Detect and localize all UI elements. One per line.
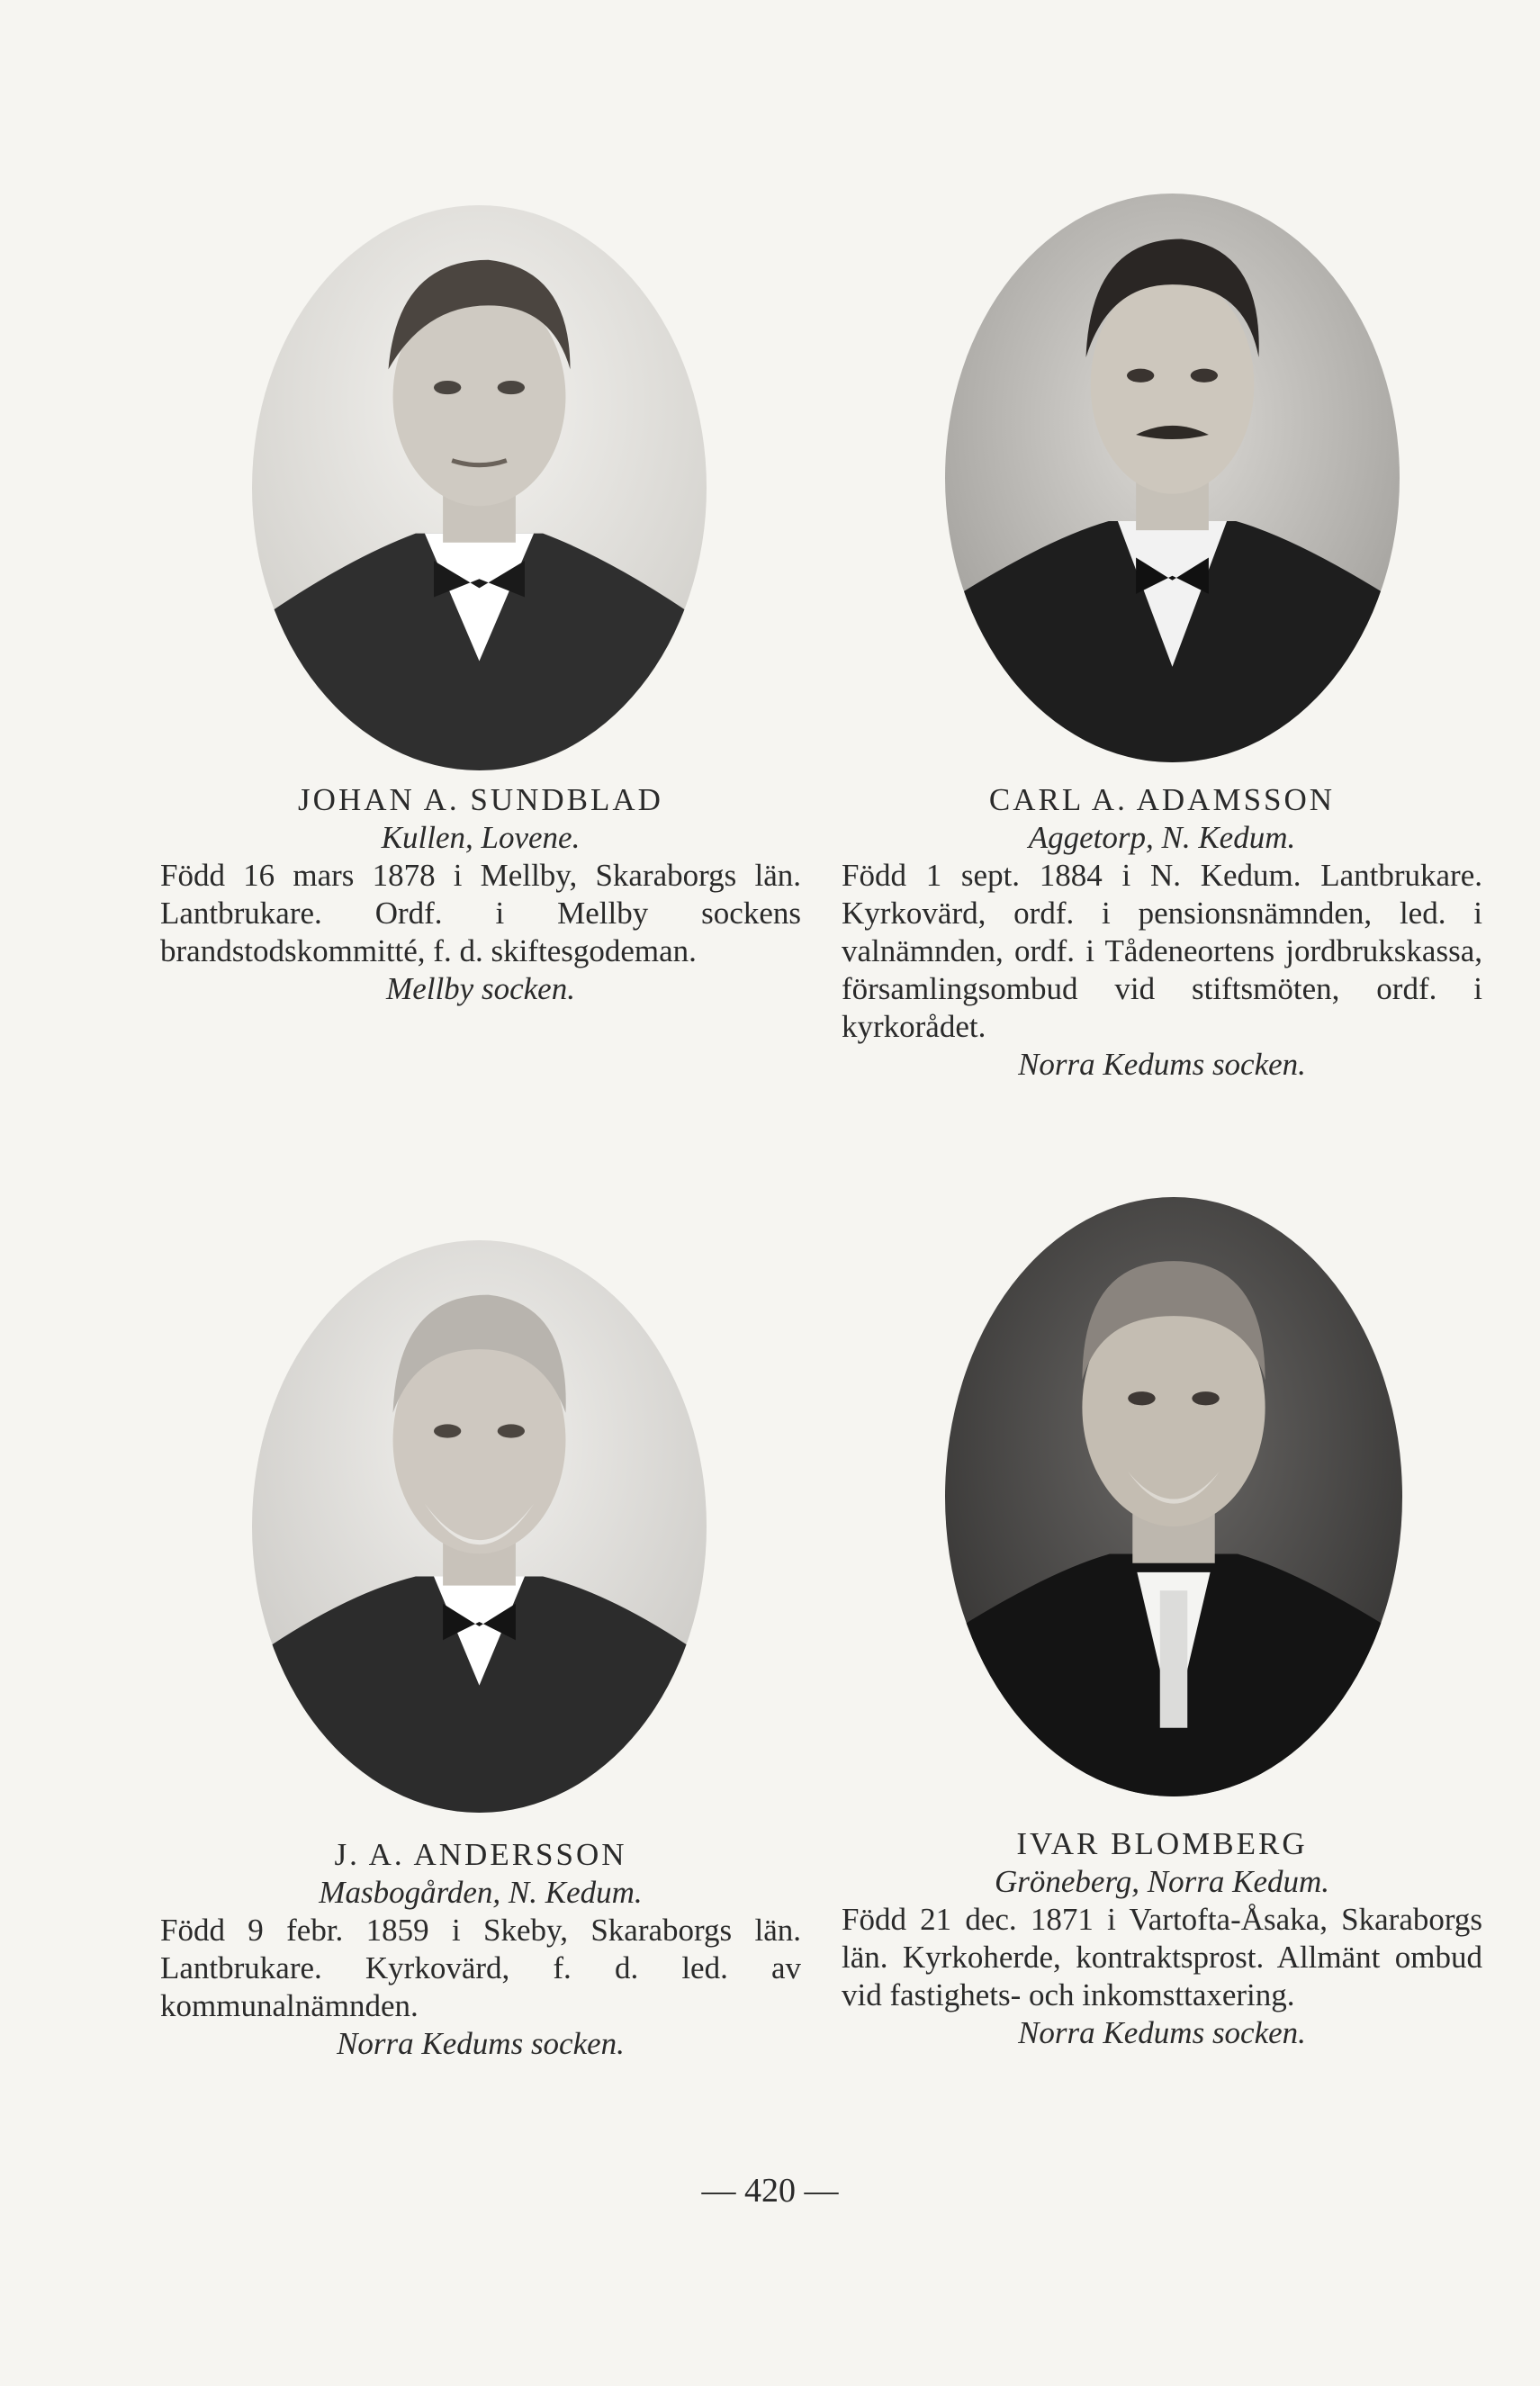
residence: Masbogården, N. Kedum. <box>319 1875 643 1910</box>
portrait-photo <box>945 194 1400 762</box>
person-name: IVAR BLOMBERG <box>1016 1826 1308 1861</box>
biography: Född 16 mars 1878 i Mellby, Skaraborgs län. Lantbrukare. Ordf. i Mellby sockens brandstodskommitté, f. d. skiftesgodeman. <box>160 858 801 968</box>
parish: Norra Kedums socken. <box>1018 1047 1306 1082</box>
residence: Gröneberg, Norra Kedum. <box>994 1864 1330 1899</box>
residence: Kullen, Lovene. <box>381 820 581 855</box>
person-name: J. A. ANDERSSON <box>334 1837 627 1872</box>
residence: Aggetorp, N. Kedum. <box>1028 820 1296 855</box>
biography: Född 21 dec. 1871 i Vartofta-Åsaka, Skaraborgs län. Kyrkoherde, kontraktsprost. Allmänt ombud vid fastighets- och inkomsttaxering. <box>842 1902 1482 2012</box>
biography: Född 1 sept. 1884 i N. Kedum. Lantbrukare. Kyrkovärd, ordf. i pensionsnämnden, led. i valnämnden, ordf. i Tådeneortens jordbrukskassa, församlingsombud vid stiftsmöten, ordf. i kyrkorådet. <box>842 858 1482 1044</box>
parish: Norra Kedums socken. <box>1018 2015 1306 2050</box>
person-name: JOHAN A. SUNDBLAD <box>298 782 663 817</box>
portrait-photo <box>945 1197 1402 1796</box>
parish: Norra Kedums socken. <box>337 2026 625 2061</box>
portrait-photo <box>252 1240 707 1813</box>
portrait-caption <box>160 1836 801 2063</box>
person-name: CARL A. ADAMSSON <box>988 782 1336 817</box>
biography: Född 9 febr. 1859 i Skeby, Skaraborgs län. Lantbrukare. Kyrkovärd, f. d. led. av kommunalnämnden. <box>160 1913 801 2023</box>
portrait-photo <box>252 205 707 770</box>
portrait-caption <box>160 781 801 1008</box>
page-number: — 420 — <box>701 2172 839 2210</box>
parish: Mellby socken. <box>386 971 575 1006</box>
portrait-caption <box>842 1825 1482 2052</box>
portrait-caption <box>842 781 1482 1084</box>
